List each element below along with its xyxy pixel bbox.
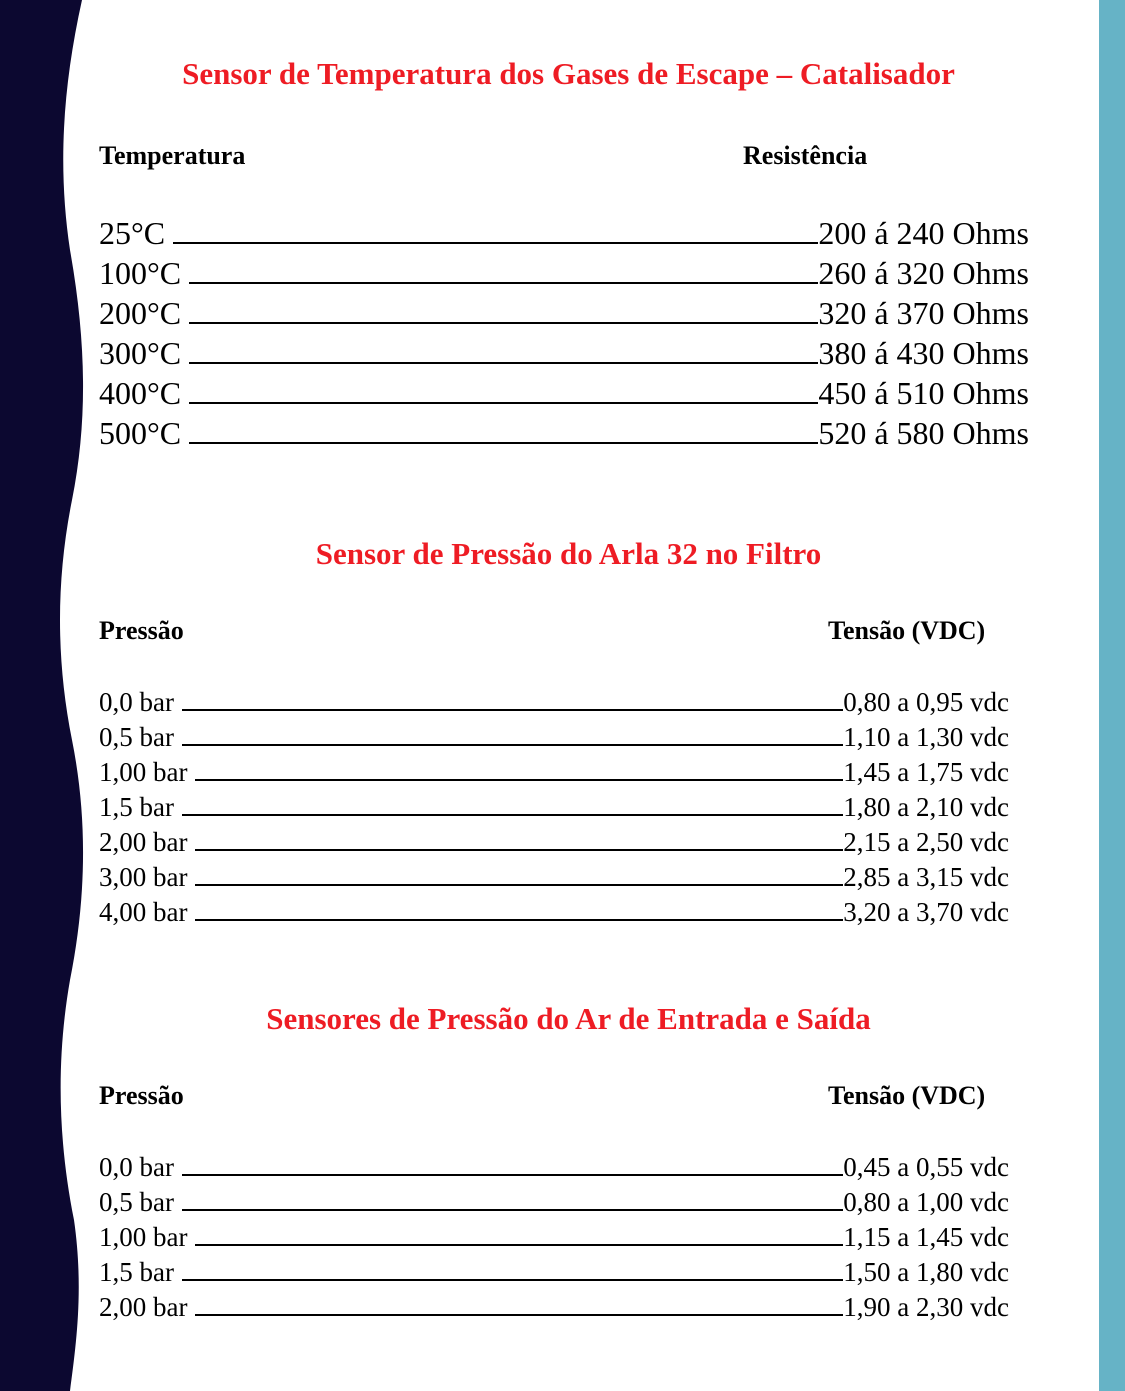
leader-line [182,709,843,711]
leader-line [195,779,843,781]
list-item [99,252,1029,292]
list-item [99,292,1029,332]
row-label: 3,00 bar [99,862,188,892]
air-pressure-list [99,1148,1009,1323]
list-item [99,1288,1009,1323]
list-item [99,753,1009,788]
row-label: 1,00 bar [99,1222,188,1252]
row-label: 1,5 bar [99,792,174,822]
row-value: 520 á 580 Ohms [818,415,1029,451]
leader-line [195,919,843,921]
list-item [99,893,1009,928]
row-value: 0,80 a 1,00 vdc [843,1187,1009,1217]
list-item [99,788,1009,823]
list-item [99,1148,1009,1183]
leader-line [182,1174,843,1176]
row-value: 3,20 a 3,70 vdc [843,897,1009,927]
list-item [99,1183,1009,1218]
temperature-resistance-list [99,212,1029,452]
column-header-temperature: Temperatura [99,141,246,170]
row-value: 0,45 a 0,55 vdc [843,1152,1009,1182]
list-item [99,1218,1009,1253]
row-value: 450 á 510 Ohms [818,375,1029,411]
row-value: 1,90 a 2,30 vdc [843,1292,1009,1322]
section-title-air-pressure: Sensores de Pressão do Ar de Entrada e Saída [266,1001,871,1036]
leader-line [173,242,818,244]
row-label: 400°C [99,375,182,411]
column-header-pressure: Pressão [99,616,184,645]
row-value: 0,80 a 0,95 vdc [843,687,1009,717]
row-label: 0,5 bar [99,722,174,752]
row-value: 2,15 a 2,50 vdc [843,827,1009,857]
row-label: 100°C [99,255,182,291]
arla-pressure-list [99,683,1009,928]
column-header-pressure: Pressão [99,1081,184,1110]
row-label: 0,0 bar [99,1152,174,1182]
row-label: 200°C [99,295,182,331]
leader-line [189,362,818,364]
row-value: 320 á 370 Ohms [818,295,1029,331]
column-header-voltage: Tensão (VDC) [828,1081,986,1110]
leader-line [189,442,818,444]
leader-line [189,402,818,404]
row-value: 260 á 320 Ohms [818,255,1029,291]
leader-line [195,1244,843,1246]
leader-line [195,849,843,851]
leader-line [189,282,818,284]
row-label: 1,00 bar [99,757,188,787]
section-title-exhaust-temp: Sensor de Temperatura dos Gases de Escape – Catalisador [182,56,955,91]
row-value: 1,80 a 2,10 vdc [843,792,1009,822]
list-item [99,372,1029,412]
list-item [99,332,1029,372]
row-value: 1,45 a 1,75 vdc [843,757,1009,787]
section-title-arla-pressure: Sensor de Pressão do Arla 32 no Filtro [315,536,822,571]
list-item [99,212,1029,252]
leader-line [195,1314,843,1316]
row-label: 300°C [99,335,182,371]
row-value: 2,85 a 3,15 vdc [843,862,1009,892]
leader-line [182,744,843,746]
row-value: 1,50 a 1,80 vdc [843,1257,1009,1287]
leader-line [182,1209,843,1211]
leader-line [195,884,843,886]
list-item [99,1253,1009,1288]
column-header-voltage: Tensão (VDC) [828,616,986,645]
row-label: 0,5 bar [99,1187,174,1217]
list-item [99,718,1009,753]
list-item [99,823,1009,858]
list-item [99,683,1009,718]
leader-line [189,322,818,324]
list-item [99,412,1029,452]
row-value: 1,10 a 1,30 vdc [843,722,1009,752]
row-label: 1,5 bar [99,1257,174,1287]
leader-line [182,814,843,816]
column-header-resistance: Resistência [743,141,868,170]
row-value: 380 á 430 Ohms [818,335,1029,371]
leader-line [182,1279,843,1281]
row-label: 2,00 bar [99,827,188,857]
row-label: 0,0 bar [99,687,174,717]
row-value: 200 á 240 Ohms [818,215,1029,251]
row-label: 4,00 bar [99,897,188,927]
row-label: 25°C [99,215,166,251]
row-label: 2,00 bar [99,1292,188,1322]
list-item [99,858,1009,893]
row-value: 1,15 a 1,45 vdc [843,1222,1009,1252]
row-label: 500°C [99,415,182,451]
